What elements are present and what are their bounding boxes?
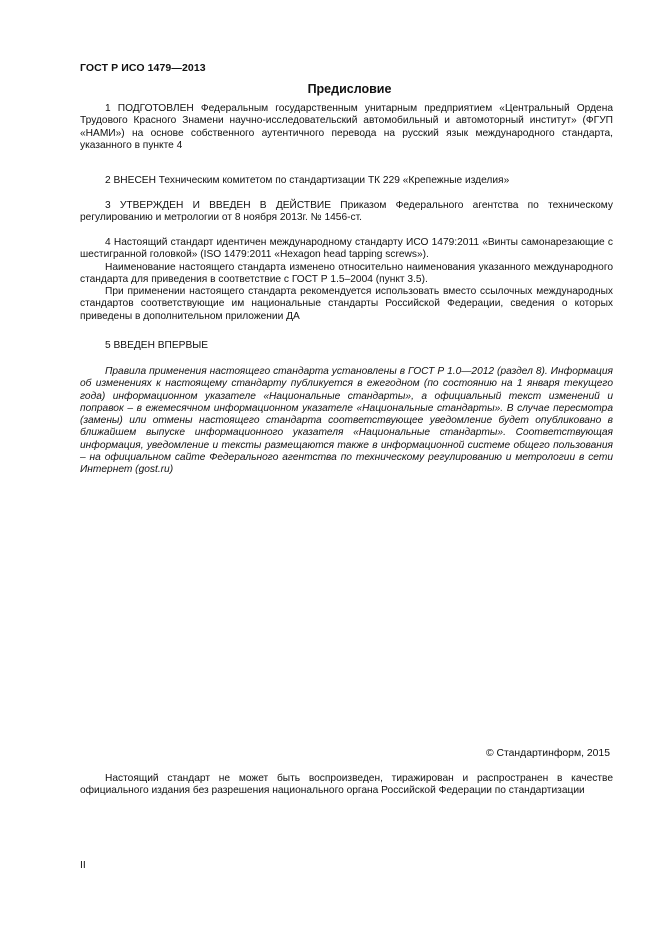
- paragraph-1-text: 1 ПОДГОТОВЛЕН Федеральным государственным унитарным предприятием «Центральный Ордена Трудового Красного Знамени научно-исследовательский автомобильный и автомоторный институт» (ФГУП «НАМИ») на основе собственного аутентичного перевода на русский язык международного стандарта, указанного в пункте 4: [80, 103, 613, 151]
- reproduction-notice-text: Настоящий стандарт не может быть воспроизведен, тиражирован и распространен в качестве официального издания без разрешения национального органа Российской Федерации по стандартизации: [80, 773, 613, 797]
- paragraph-4-references: При применении настоящего стандарта рекомендуется использовать вместо ссылочных международных стандартов соответствующие им национальные стандарты Российской Федерации, сведения о которых приведены в дополнительном приложении ДА: [80, 286, 613, 322]
- paragraph-5: [80, 340, 613, 352]
- paragraph-2-text: 2 ВНЕСЕН Техническим комитетом по стандартизации ТК 229 «Крепежные изделия»: [105, 175, 510, 186]
- paragraph-2: [80, 175, 613, 187]
- notice-block: [80, 366, 613, 477]
- paragraph-5-text: 5 ВВЕДЕН ВПЕРВЫЕ: [105, 340, 209, 351]
- document-id: ГОСТ Р ИСО 1479—2013: [80, 62, 206, 74]
- page-title: Предисловие: [307, 82, 392, 96]
- paragraph-4: [80, 237, 613, 323]
- paragraph-1: [80, 103, 613, 152]
- copyright-line: © Стандартинформ, 2015: [485, 748, 610, 759]
- page-number: II: [80, 860, 86, 871]
- paragraph-3-text: 3 УТВЕРЖДЕН И ВВЕДЕН В ДЕЙСТВИЕ Приказом Федерального агентства по техническому регулированию и метрологии от 8 ноября 2013г. № 1456-ст.: [80, 200, 613, 224]
- paragraph-4-rename: Наименование настоящего стандарта изменено относительно наименования указанного международного стандарта для приведения в соответствие с ГОСТ Р 1.5–2004 (пункт 3.5).: [80, 261, 613, 285]
- reproduction-notice: [80, 773, 613, 798]
- paragraph-3: [80, 200, 613, 225]
- paragraph-4-text: 4 Настоящий стандарт идентичен международному стандарту ИСО 1479:2011 «Винты самонарезающие с шестигранной головкой» (ISO 1479:2011 «Hexagon head tapping screws»).: [80, 237, 613, 261]
- notice-text: Правила применения настоящего стандарта установлены в ГОСТ Р 1.0—2012 (раздел 8). Информация об изменениях к настоящему стандарту публикуется в ежегодном (по состоянию на 1 января текущего года) информационном указателе «Национальные стандарты», а официальный текст изменений и поправок – в ежемесячном информационном указателе «Национальные стандарты». В случае пересмотра (замены) или отмены настоящего стандарта соответствующее уведомление будет опубликовано в ближайшем выпуске информационного указателя «Национальные стандарты». Соответствующая информация, уведомление и тексты размещаются также в информационной системе общего пользования – на официальном сайте Федерального агентства по техническому регулированию и метрологии в сети Интернет (gost.ru): [80, 366, 613, 476]
